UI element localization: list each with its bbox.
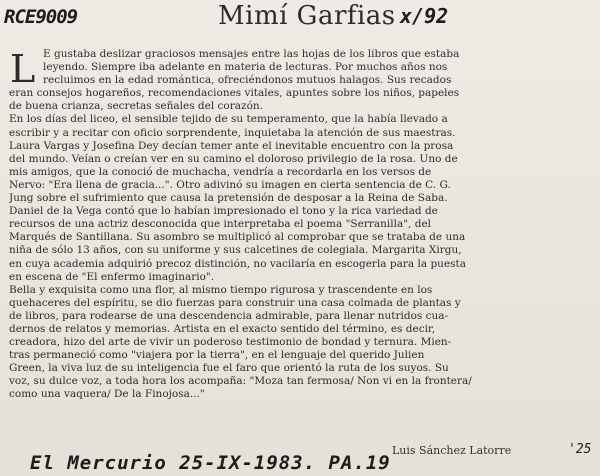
article-line: quehaceres del espíritu, se dio fuerzas para construir una casa colmada de plantas y — [9, 296, 461, 309]
article-line: del mundo. Veían o creían ver en su camino el doloroso privilegio de la rosa. Uno de — [9, 152, 458, 165]
article-line: en escena de "El enfermo imaginario". — [9, 270, 215, 283]
article-line: tras permaneció como "viajera por la tierra", en el lenguaje del querido Julien — [9, 349, 425, 362]
article-line: Daniel de la Vega contó que lo habían impresionado el tono y la rica variedad de — [9, 205, 438, 218]
article-line: recluimos en la edad romántica, ofreciéndonos mutuos halagos. Sus recados — [43, 74, 452, 87]
article-line: En los días del liceo, el sensible tejido de su temperamento, que la había llevado a — [9, 113, 448, 126]
article-line: niña de sólo 13 años, con su uniforme y sus calcetines de colegiala. Margarita Xirgu, — [9, 244, 462, 257]
article-line: eran consejos hogareños, recomendaciones vitales, apuntes sobre los niños, papeles — [9, 87, 460, 100]
article-line: dernos de relatos y memorias. Artista en el exacto sentido del término, es decir, — [9, 322, 436, 335]
article-line: E gustaba deslizar graciosos mensajes entre las hojas de los libros que estaba — [43, 48, 460, 60]
article-line: Laura Vargas y Josefina Dey decían temer ante el inevitable encuentro con la prosa — [9, 139, 454, 152]
author-byline: Luis Sánchez Latorre — [392, 444, 512, 457]
article-line: Bella y exquisita como una flor, al mismo tiempo rigurosa y trascendente en los — [9, 283, 433, 296]
drop-cap: L — [10, 47, 36, 91]
article-title: Mimí Garfias — [218, 1, 396, 31]
article-line: de libros, para rodearse de una descendencia admirable, para llenar nutridos cua- — [9, 309, 449, 322]
article-body — [9, 48, 594, 402]
article-line: Nervo: "Era llena de gracia...". Otro adivinó su imagen en cierta sentencia de C. G. — [9, 178, 451, 191]
article-line: mis amigos, que la conoció de muchacha, vendría a recordarla en los versos de — [9, 165, 432, 178]
article-line: leyendo. Siempre iba adelante en materia de lecturas. Por muchos años nos — [43, 61, 448, 74]
article-line: escribir y a recitar con oficio sorprendente, inquietaba la atención de sus maestras. — [9, 126, 456, 139]
author-mark-handwritten: '25 — [568, 442, 592, 457]
article-lines — [9, 61, 594, 401]
article-line: de buena crianza, secretas señales del corazón. — [9, 100, 263, 113]
article-line: en cuya academia adquirió precoz distinción, no vacilaría en escogerla para la puesta — [9, 257, 467, 270]
archive-code-handwritten: RCE9009 — [4, 6, 78, 28]
article-line: Marqués de Santillana. Su asombro se multiplicó al comprobar que se trataba de una — [9, 231, 466, 244]
article-line: como una vaquera/ De la Finojosa..." — [9, 388, 205, 401]
source-date-handwritten: El Mercurio 25-IX-1983. PA.19 — [30, 452, 391, 474]
article-line: creadora, hizo del arte de vivir un poderoso testimonio de bondad y ternura. Mien- — [9, 336, 452, 349]
article-line: voz, su dulce voz, a toda hora los acompaña: "Moza tan fermosa/ Non vi en la frontera/ — [9, 375, 472, 388]
article-line: Jung sobre el sufrimiento que causa la pretensión de desposar a la Reina de Saba. — [9, 192, 448, 205]
article-line: recursos de una actriz desconocida que interpretaba el poema "Serranilla", del — [9, 218, 432, 231]
article-line: Green, la viva luz de su inteligencia fue el faro que orientó la ruta de los suyos. Su — [9, 362, 449, 375]
page-mark-handwritten: x/92 — [400, 4, 449, 28]
